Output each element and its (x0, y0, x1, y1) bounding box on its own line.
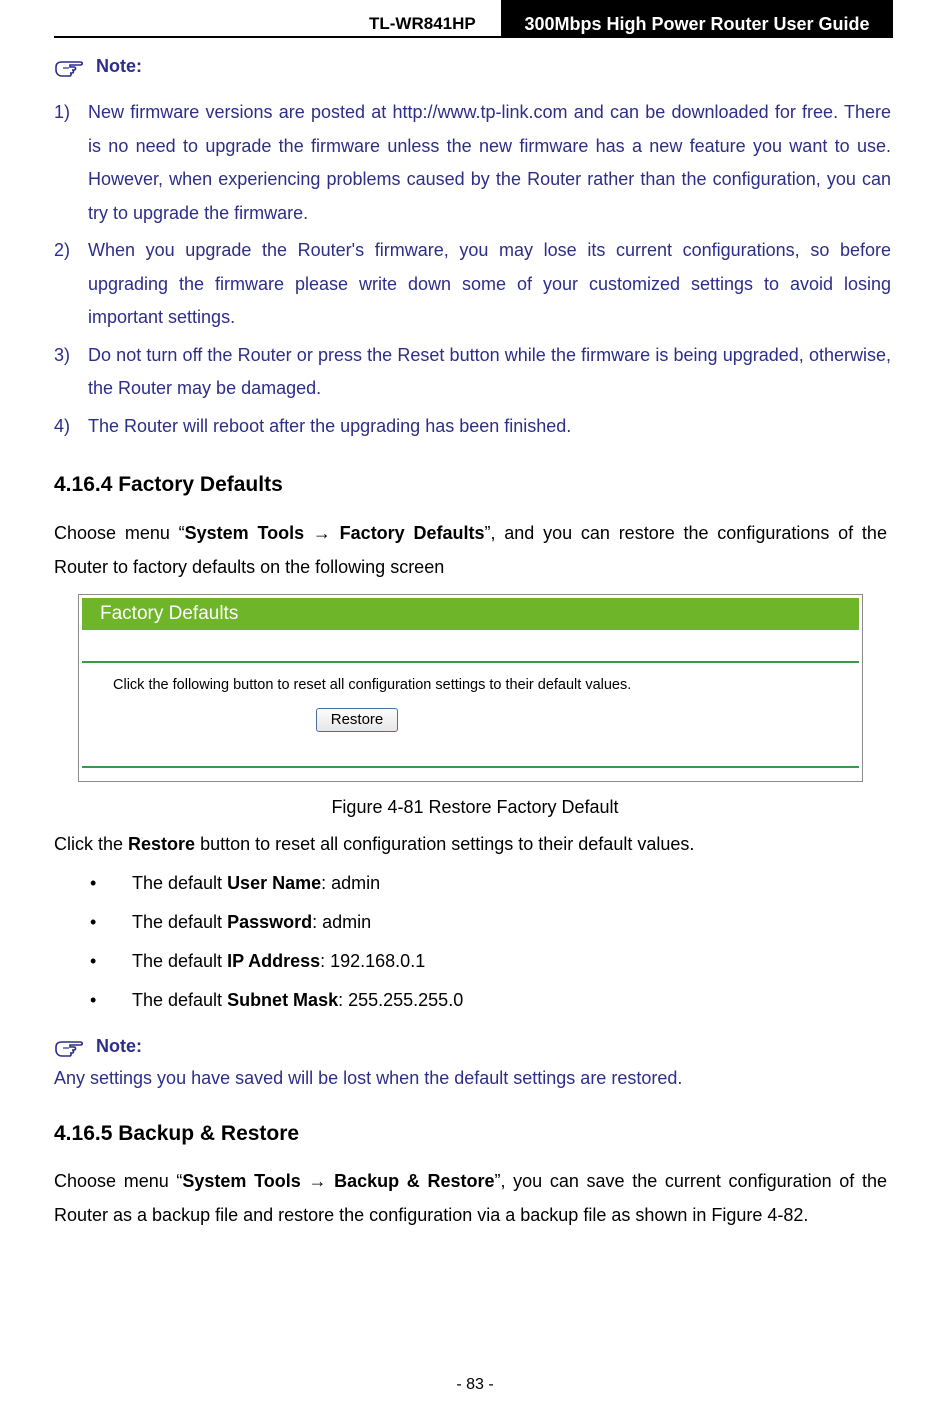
restore-button[interactable]: Restore (316, 708, 398, 732)
pointing-hand-icon (54, 1037, 86, 1057)
divider (82, 766, 859, 768)
menu-backup-restore: Backup & Restore (334, 1171, 495, 1191)
list-item: 2) When you upgrade the Router's firmware, you may lose its current configurations, so before upgrading the firmware please write down some of your customized settings to avoid losing important settings. (54, 240, 891, 327)
list-item: 3) Do not turn off the Router or press the Reset button while the firmware is being upgraded, otherwise, the Router may be damaged. (54, 344, 891, 398)
list-item: • The default IP Address: 192.168.0.1 (90, 951, 426, 971)
menu-system-tools: System Tools (184, 523, 305, 543)
factory-defaults-intro: Choose menu “System Tools → Factory Defaults”, and you can restore the configurations of the Router to factory defaults on the following screen (54, 523, 887, 577)
list-item: 4) The Router will reboot after the upgrading has been finished. (54, 415, 572, 436)
panel-title: Factory Defaults (82, 598, 859, 630)
note-heading (54, 1036, 142, 1057)
arrow-icon: → (312, 523, 331, 543)
section-heading-factory-defaults: 4.16.4 Factory Defaults (54, 473, 283, 496)
section-heading-backup-restore: 4.16.5 Backup & Restore (54, 1122, 300, 1145)
header-guide-title: 300Mbps High Power Router User Guide (501, 0, 893, 38)
arrow-icon: → (308, 1171, 327, 1191)
divider (82, 661, 859, 663)
note-label: Note: (96, 56, 142, 76)
header-rule (54, 36, 893, 38)
factory-defaults-screenshot (78, 594, 863, 782)
click-restore-text: Click the Restore button to reset all configuration settings to their default values. (54, 834, 695, 854)
note-heading (54, 56, 142, 77)
menu-factory-defaults: Factory Defaults (339, 523, 485, 543)
firmware-notes-list (54, 96, 891, 447)
panel-instruction: Click the following button to reset all configuration settings to their default values. (113, 677, 632, 693)
page-number: - 83 - (456, 1376, 494, 1393)
note-text: Any settings you have saved will be lost when the default settings are restored. (54, 1068, 683, 1088)
menu-system-tools: System Tools (182, 1171, 301, 1191)
list-item: • The default User Name: admin (90, 873, 381, 893)
list-item: • The default Password: admin (90, 912, 372, 932)
list-item: • The default Subnet Mask: 255.255.255.0 (90, 990, 464, 1010)
list-item: 1) New firmware versions are posted at http://www.tp-link.com and can be downloaded for free. There is no need to upgrade the firmware unless the new firmware has a new feature you want to use. However, when experiencing problems caused by the Router rather than the configuration, you can try to upgrade the firmware. (54, 102, 891, 223)
header-model: TL-WR841HP (369, 14, 476, 33)
note-label: Note: (96, 1036, 142, 1056)
figure-caption: Figure 4-81 Restore Factory Default (331, 797, 619, 817)
pointing-hand-icon (54, 57, 86, 77)
backup-restore-intro: Choose menu “System Tools → Backup & Restore”, you can save the current configuration of the Router as a backup file and restore the configuration via a backup file as shown in Figure 4-82. (54, 1171, 887, 1225)
